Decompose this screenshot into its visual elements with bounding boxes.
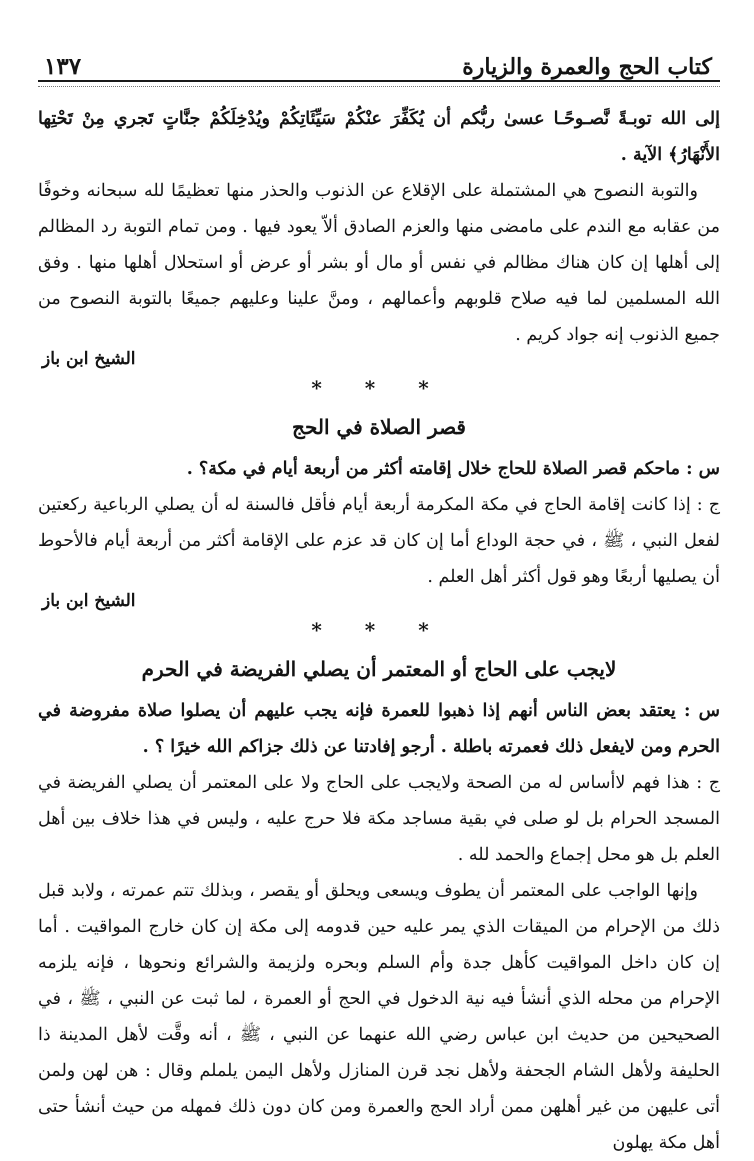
miqat-paragraph: وإنها الواجب على المعتمر أن يطوف ويسعى ويحلق أو يقصر ، وبذلك تتم عمرته ، ولابد قبل ذلك من الإحرام من الميقات الذي يمر عليه حين قدومه إلى مكة إن كان خارج المواقيت . أما إن كان داخل المواقيت كأهل جدة وأم السلم وبحره ولزيمة والشرائع ونحوها ، فإنه يلزمه الإحرام من محله الذي أنشأ فيه نية الدخول في الحج أو العمرة ، لما ثبت عن النبي ، ﷺ ، في الصحيحين من حديث ابن عباس رضي الله عنهما عن النبي ، ﷺ ، أنه وقَّت لأهل المدينة ذا الحليفة ولأهل الشام الجحفة ولأهل نجد قرن المنازل ولأهل اليمن يلملم وقال : هن لهن ولمن أتى عليهن من غير أهلهن ممن أراد الحج والعمرة ومن كان دون ذلك فمهله من حيث أنشأ حتى أهل مكة يهلون (38, 881, 720, 1153)
separator-2: * * * (311, 618, 447, 642)
page-body (38, 101, 720, 353)
question-2: س : يعتقد بعض الناس أنهم إذا ذهبوا للعمرة فإنه يجب عليهم أن يصلوا صلاة مفروضة في الحرم ومن لايفعل ذلك فعمرته باطلة . أرجو إفادتنا عن ذلك جزاكم الله خيرًا ؟ . (38, 701, 720, 757)
repentance-paragraph: والتوبة النصوح هي المشتملة على الإقلاع عن الذنوب والحذر منها تعظيمًا لله سبحانه وخوفًا من عقابه مع الندم على مامضى منها والعزم الصادق ألاّ يعود فيها . ومن تمام التوبة رد المظالم إلى أهلها إن كان هناك مظالم في نفس أو مال أو بشر أو عرض أو استحلال أهلها منها . وفق الله المسلمين لما فيه صلاح قلوبهم وأعمالهم ، ومنَّ علينا وعليهم جميعًا بالتوبة النصوح من جميع الذنوب إنه جواد كريم . (38, 181, 720, 345)
question-1: س : ماحكم قصر الصلاة للحاج خلال إقامته أكثر من أربعة أيام في مكة؟ . (186, 459, 720, 479)
signature-1: الشيخ ابن باز (42, 349, 136, 369)
quranic-verse: إلى الله توبـةً نَّصـوحًـا عسىٰ ربُّكم أن يُكَفِّرَ عنْكُمْ سَيِّئَاتِكُمْ ويُدْخِلَكُمْ جنَّاتٍ تَجري مِنْ تَحْتِها الأَنْهَارُ﴾ الآية . (38, 109, 720, 165)
separator-1: * * * (311, 376, 447, 400)
running-title: كتاب الحج والعمرة والزيارة (462, 54, 712, 80)
page-number: ١٣٧ (44, 53, 82, 80)
answer-1: ج : إذا كانت إقامة الحاج في مكة المكرمة أربعة أيام فأقل فالسنة له أن يصلي الرباعية ركعتين لفعل النبي ، ﷺ ، في حجة الوداع أما إن كان قد عزم على الإقامة أكثر من أربعة أيام فالأحوط أن يصليها أربعًا وهو قول أكثر أهل العلم . (38, 495, 720, 587)
section-title-2: لايجب على الحاج أو المعتمر أن يصلي الفريضة في الحرم (141, 657, 617, 681)
signature-2: الشيخ ابن باز (42, 591, 136, 611)
qa-block-1 (38, 451, 720, 595)
page-header (38, 0, 720, 80)
qa-block-2 (38, 693, 720, 1161)
section-title-1: قصر الصلاة في الحج (292, 415, 466, 439)
header-divider (38, 80, 720, 87)
answer-2: ج : هذا فهم لاأساس له من الصحة ولايجب على الحاج ولا على المعتمر أن يصلي الفريضة في المسجد الحرام بل لو صلى في بقية مساجد مكة فلا حرج عليه ، وليس في هذا خلاف بين أهل العلم بل هو محل إجماع والحمد لله . (38, 773, 720, 865)
